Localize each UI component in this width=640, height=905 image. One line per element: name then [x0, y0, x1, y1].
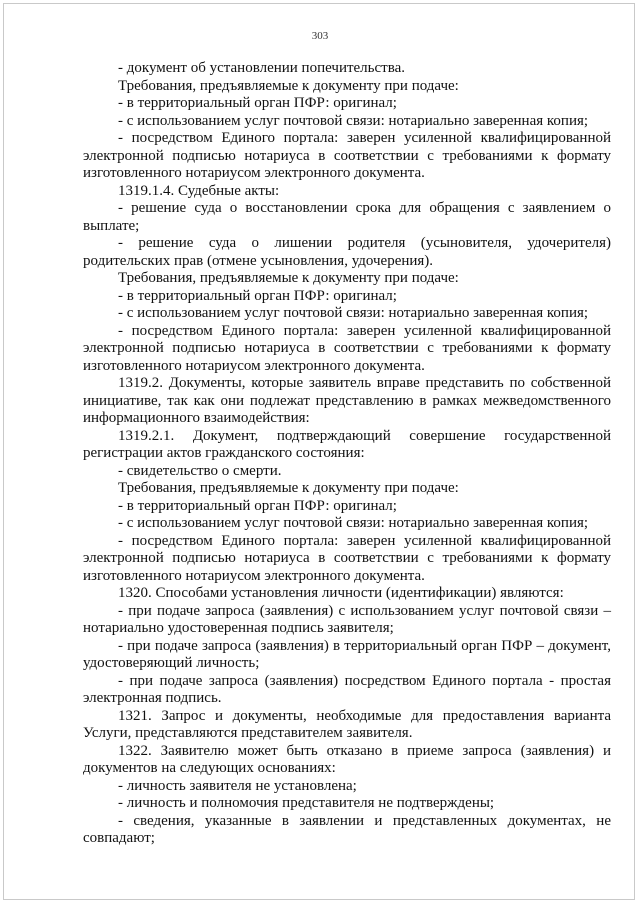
document-body	[83, 60, 611, 848]
paragraph: - в территориальный орган ПФР: оригинал;	[118, 287, 397, 304]
paragraph: - свидетельство о смерти.	[118, 462, 282, 479]
paragraph: - при подаче запроса (заявления) посредством Единого портала - простая электронная подпись.	[83, 672, 611, 706]
paragraph: - документ об установлении попечительства.	[118, 60, 406, 76]
page-number: 303	[311, 30, 329, 42]
paragraph: - личность и полномочия представителя не подтверждены;	[118, 795, 495, 811]
paragraph: 1319.1.4. Судебные акты:	[118, 182, 280, 199]
paragraph: 1322. Заявителю может быть отказано в приеме запроса (заявления) и документов на следующих основаниях:	[83, 742, 611, 776]
paragraph: - посредством Единого портала: заверен усиленной квалифицированной электронной подписью нотариуса в соответствии с требованиями к формату изготовленного нотариусом электронного документа.	[83, 130, 611, 181]
paragraph: - в территориальный орган ПФР: оригинал;	[118, 95, 397, 111]
paragraph: Требования, предъявляемые к документу при подаче:	[118, 77, 459, 94]
paragraph: - с использованием услуг почтовой связи: нотариально заверенная копия;	[118, 112, 589, 129]
paragraph: - с использованием услуг почтовой связи: нотариально заверенная копия;	[118, 305, 589, 321]
paragraph: 1321. Запрос и документы, необходимые для предоставления варианта Услуги, представляются представителем заявителя.	[83, 707, 611, 741]
paragraph: - с использованием услуг почтовой связи: нотариально заверенная копия;	[118, 515, 589, 531]
paragraph: - в территориальный орган ПФР: оригинал;	[118, 497, 397, 514]
paragraph: Требования, предъявляемые к документу при подаче:	[118, 480, 459, 496]
paragraph: 1319.2. Документы, которые заявитель вправе представить по собственной инициативе, так как они подлежат представлению в рамках межведомственного информационного взаимодействия:	[83, 375, 611, 426]
paragraph: - посредством Единого портала: заверен усиленной квалифицированной электронной подписью нотариуса в соответствии с требованиями к формату изготовленного нотариусом электронного документа.	[83, 532, 611, 584]
paragraph: - при подаче запроса (заявления) с использованием услуг почтовой связи – нотариально удостоверенная подпись заявителя;	[83, 602, 611, 636]
paragraph: 1320. Способами установления личности (идентификации) являются:	[118, 585, 564, 601]
paragraph: 1319.2.1. Документ, подтверждающий совершение государственной регистрации актов гражданского состояния:	[83, 427, 611, 461]
paragraph: - решение суда о восстановлении срока для обращения с заявлением о выплате;	[83, 200, 611, 234]
paragraph: Требования, предъявляемые к документу при подаче:	[118, 270, 459, 286]
paragraph: - личность заявителя не установлена;	[118, 777, 357, 794]
paragraph: - при подаче запроса (заявления) в территориальный орган ПФР – документ, удостоверяющий личность;	[83, 637, 611, 671]
paragraph: - сведения, указанные в заявлении и представленных документах, не совпадают;	[83, 812, 611, 846]
paragraph: - посредством Единого портала: заверен усиленной квалифицированной электронной подписью нотариуса в соответствии с требованиями к формату изготовленного нотариусом электронного документа.	[83, 322, 611, 374]
paragraph: - решение суда о лишении родителя (усыновителя, удочерителя) родительских прав (отмене усыновления, удочерения).	[83, 235, 611, 269]
